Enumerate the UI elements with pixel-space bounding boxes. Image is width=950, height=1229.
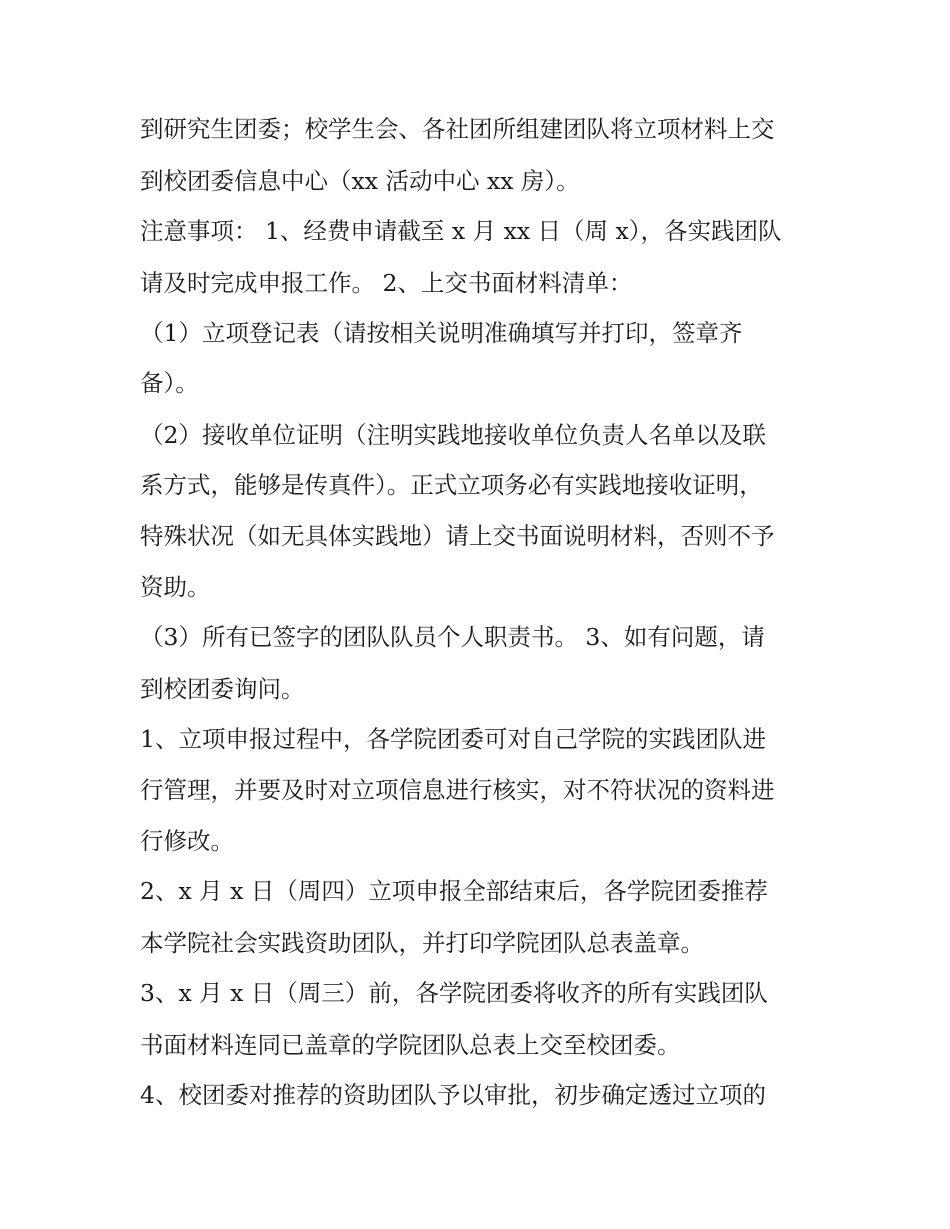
text-line: 4、校团委对推荐的资助团队予以审批，初步确定透过立项的: [140, 1081, 766, 1109]
text-line: 到研究生团委；校学生会、各社团所组建团队将立项材料上交: [140, 115, 775, 143]
text-line: 2、x 月 x 日（周四）立项申报全部结束后，各学院团委推荐: [140, 877, 768, 905]
text-line: 本学院社会实践资助团队，并打印学院团队总表盖章。: [140, 929, 704, 957]
text-line: 注意事项： 1、经费申请截至 x 月 xx 日（周 x），各实践团队: [140, 217, 782, 245]
text-line: 系方式，能够是传真件）。正式立项务必有实践地接收证明，: [140, 471, 763, 499]
text-line: 1、立项申报过程中，各学院团委可对自己学院的实践团队进: [140, 725, 766, 753]
text-line: 3、x 月 x 日（周三）前，各学院团委将收齐的所有实践团队: [140, 979, 768, 1007]
text-line: 书面材料连同已盖章的学院团队总表上交至校团委。: [140, 1031, 681, 1059]
text-line: 特殊状况（如无具体实践地）请上交书面说明材料，否则不予: [140, 522, 775, 550]
text-line: （2）接收单位证明（注明实践地接收单位负责人名单以及联: [140, 421, 766, 449]
text-line: 备）。: [140, 369, 199, 397]
text-line: 行管理，并要及时对立项信息进行核实，对不符状况的资料进: [140, 776, 775, 804]
text-line: 到校团委询问。: [140, 675, 305, 703]
text-line: （3）所有已签字的团队队员个人职责书。 3、如有问题，请: [140, 623, 765, 651]
text-line: 资助。: [140, 573, 211, 601]
text-line: （1）立项登记表（请按相关说明准确填写并打印，签章齐: [140, 319, 743, 347]
text-line: 请及时完成申报工作。 2、上交书面材料清单：: [140, 269, 633, 297]
text-line: 行修改。: [140, 827, 234, 855]
text-line: 到校团委信息中心（xx 活动中心 xx 房）。: [140, 167, 580, 195]
